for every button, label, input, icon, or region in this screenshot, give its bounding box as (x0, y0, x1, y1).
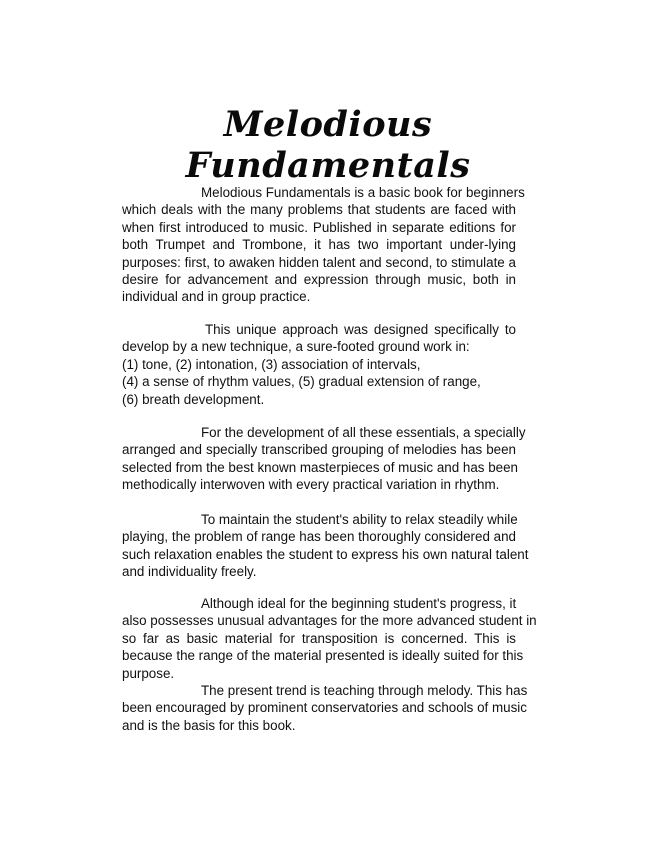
text-line: which deals with the many problems that students are faced with (122, 202, 516, 218)
text-line: because the range of the material presented is ideally suited for this (122, 648, 524, 664)
text-line: and individuality freely. (122, 564, 257, 580)
text-line: To maintain the student's ability to relax steadily while (201, 512, 518, 527)
text-line: (1) tone, (2) intonation, (3) association of intervals, (122, 356, 421, 372)
text-line: (4) a sense of rhythm values, (5) gradual extension of range, (122, 374, 481, 390)
text-line: Melodious Fundamentals is a basic book for beginners (201, 185, 525, 200)
text-line: both Trumpet and Trombone, it has two important under-lying (122, 237, 516, 253)
text-line: also possesses unusual advantages for the more advanced student in (122, 613, 537, 629)
text-line: and is the basis for this book. (122, 717, 296, 733)
text-line: develop by a new technique, a sure-footed ground work in: (122, 339, 470, 355)
page-title: Melodious Fundamentals (185, 104, 471, 186)
text-line: selected from the best known masterpieces of music and has been (122, 459, 518, 475)
text-line: (6) breath development. (122, 391, 265, 407)
paragraph-advanced (122, 595, 537, 682)
paragraph-trend (122, 682, 528, 734)
paragraph-intro (122, 184, 525, 306)
text-line: so far as basic material for transposition is concerned. This is (122, 630, 516, 646)
text-line: when first introduced to music. Published in separate editions for (122, 219, 516, 235)
text-line: methodically interwoven with every practical variation in rhythm. (122, 477, 500, 493)
text-line: playing, the problem of range has been thoroughly considered and (122, 529, 516, 545)
text-line: desire for advancement and expression through music, both in (122, 272, 516, 288)
text-line: individual and in group practice. (122, 289, 311, 305)
text-line: This unique approach was designed specifically to (205, 322, 516, 337)
paragraph-development (122, 424, 526, 494)
paragraph-approach (122, 321, 516, 408)
text-line: The present trend is teaching through melody. This has (201, 683, 528, 698)
text-line: For the development of all these essentials, a specially (201, 425, 526, 440)
paragraph-relaxation (122, 511, 529, 581)
text-line: purpose. (122, 665, 175, 681)
text-line: been encouraged by prominent conservatories and schools of music (122, 700, 527, 716)
text-line: such relaxation enables the student to express his own natural talent (122, 546, 529, 562)
text-line: arranged and specially transcribed grouping of melodies has been (122, 442, 516, 458)
text-line: purposes: first, to awaken hidden talent and second, to stimulate a (122, 254, 516, 270)
text-line: Although ideal for the beginning student's progress, it (201, 596, 517, 611)
